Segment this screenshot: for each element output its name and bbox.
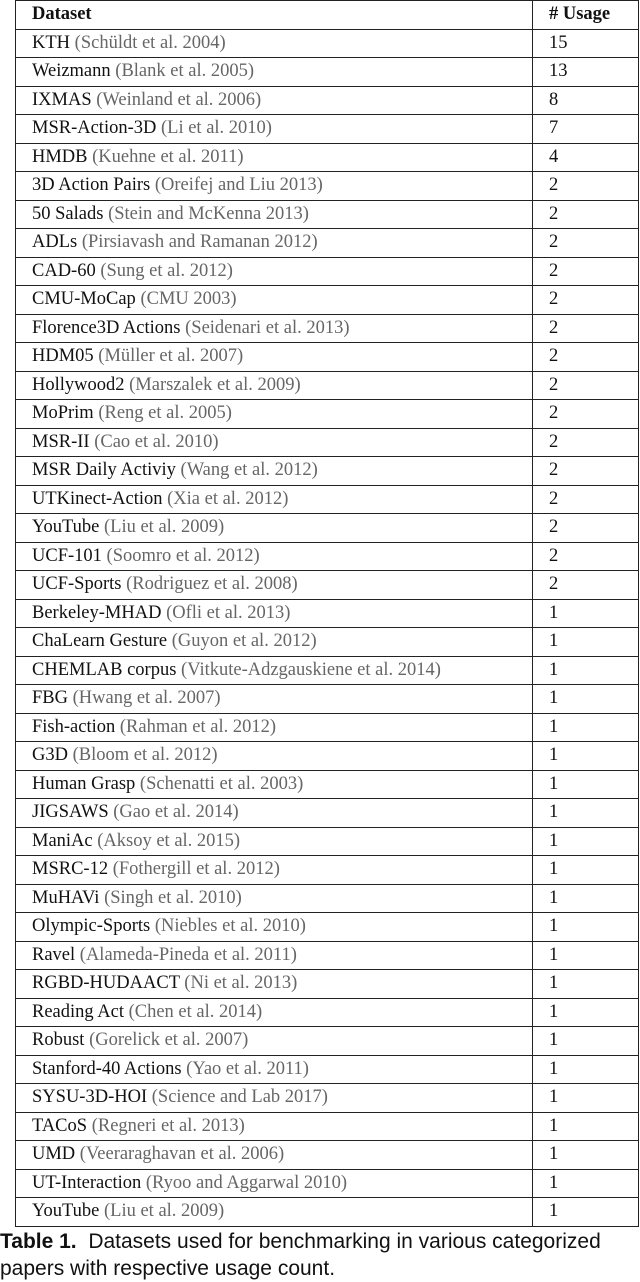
dataset-cell	[16, 1055, 533, 1084]
dataset-name: Stanford-40 Actions	[32, 1058, 182, 1079]
dataset-cell	[16, 229, 533, 258]
usage-count: 1	[533, 1112, 639, 1141]
usage-count: 1	[533, 913, 639, 942]
dataset-name: G3D	[32, 745, 68, 765]
usage-count: 2	[533, 457, 639, 486]
dataset-cell	[16, 1198, 533, 1227]
usage-count: 1	[533, 628, 639, 657]
dataset-cell	[16, 1084, 533, 1113]
dataset-cell	[16, 514, 533, 543]
usage-count: 8	[533, 86, 639, 115]
dataset-citation: (Science and Lab 2017)	[151, 1087, 328, 1107]
table-row	[16, 400, 639, 429]
table-row	[16, 713, 639, 742]
dataset-citation: (Rahman et al. 2012)	[119, 716, 277, 737]
dataset-name: CAD-60	[32, 260, 96, 281]
table-row	[16, 998, 639, 1027]
dataset-citation: (Müller et al. 2007)	[98, 346, 244, 366]
dataset-cell	[16, 856, 533, 885]
table-row	[16, 1198, 639, 1227]
dataset-citation: (Ofli et al. 2013)	[166, 602, 291, 623]
dataset-cell	[16, 742, 533, 771]
dataset-citation: (Seidenari et al. 2013)	[185, 317, 350, 338]
dataset-name: 3D Action Pairs	[32, 175, 151, 195]
dataset-name: Reading Act	[32, 1001, 124, 1022]
dataset-name: MSRC-12	[32, 859, 109, 879]
dataset-citation: (Wang et al. 2012)	[180, 460, 318, 480]
table-row	[16, 941, 639, 970]
dataset-cell	[16, 457, 533, 486]
table-row	[16, 1112, 639, 1141]
dataset-cell	[16, 628, 533, 657]
dataset-cell	[16, 314, 533, 343]
dataset-cell	[16, 685, 533, 714]
table-row	[16, 799, 639, 828]
dataset-citation: (Marszalek et al. 2009)	[129, 374, 301, 395]
usage-count: 2	[533, 514, 639, 543]
dataset-name: UTKinect-Action	[32, 488, 163, 509]
caption-text: Datasets used for benchmarking in various categorized papers with respective usage count.	[0, 1230, 601, 1280]
dataset-citation: (Gorelick et al. 2007)	[89, 1030, 249, 1050]
dataset-citation: (Yao et al. 2011)	[186, 1058, 309, 1079]
table-row	[16, 143, 639, 172]
dataset-name: Ravel	[32, 944, 76, 965]
dataset-citation: (Xia et al. 2012)	[167, 488, 289, 509]
dataset-citation: (Alameda-Pineda et al. 2011)	[79, 944, 297, 965]
dataset-cell	[16, 58, 533, 87]
usage-count: 1	[533, 770, 639, 799]
dataset-cell	[16, 571, 533, 600]
dataset-citation: (Stein and McKenna 2013)	[108, 203, 309, 224]
dataset-name: UCF-101	[32, 545, 102, 566]
dataset-name: YouTube	[32, 1201, 100, 1221]
dataset-name: RGBD-HUDAACT	[32, 973, 180, 993]
usage-count: 2	[533, 172, 639, 201]
usage-count: 2	[533, 314, 639, 343]
table-row	[16, 913, 639, 942]
table-row	[16, 884, 639, 913]
dataset-name: Human Grasp	[32, 773, 136, 794]
table-row	[16, 29, 639, 58]
table-row	[16, 970, 639, 999]
dataset-name: MSR-Action-3D	[32, 118, 157, 138]
dataset-name: JIGSAWS	[32, 802, 109, 822]
table-row	[16, 229, 639, 258]
usage-count: 2	[533, 571, 639, 600]
datasets-table	[15, 0, 639, 1227]
usage-count: 1	[533, 1027, 639, 1056]
dataset-cell	[16, 485, 533, 514]
dataset-name: CMU-MoCap	[32, 289, 136, 309]
usage-count: 1	[533, 799, 639, 828]
table-row	[16, 656, 639, 685]
dataset-citation: (Cao et al. 2010)	[94, 431, 219, 452]
usage-count: 2	[533, 229, 639, 258]
dataset-cell	[16, 884, 533, 913]
dataset-cell	[16, 29, 533, 58]
dataset-name: Fish-action	[32, 716, 116, 737]
dataset-cell	[16, 86, 533, 115]
usage-count: 1	[533, 1169, 639, 1198]
table-row	[16, 599, 639, 628]
table-row	[16, 1055, 639, 1084]
usage-count: 1	[533, 1141, 639, 1170]
usage-count: 1	[533, 856, 639, 885]
dataset-name: HDM05	[32, 346, 94, 366]
dataset-name: UT-Interaction	[32, 1172, 142, 1193]
table-row	[16, 685, 639, 714]
dataset-name: ChaLearn Gesture	[32, 631, 168, 651]
dataset-name: CHEMLAB corpus	[32, 659, 177, 680]
usage-count: 2	[533, 371, 639, 400]
dataset-cell	[16, 970, 533, 999]
usage-count: 2	[533, 485, 639, 514]
dataset-name: MSR Daily Activiy	[32, 460, 176, 480]
usage-count: 2	[533, 400, 639, 429]
dataset-cell	[16, 827, 533, 856]
table-row	[16, 856, 639, 885]
dataset-cell	[16, 713, 533, 742]
dataset-cell	[16, 599, 533, 628]
dataset-citation: (Liu et al. 2009)	[104, 1201, 225, 1221]
dataset-cell	[16, 1169, 533, 1198]
table-row	[16, 115, 639, 144]
usage-count: 1	[533, 599, 639, 628]
table-row	[16, 514, 639, 543]
dataset-cell	[16, 371, 533, 400]
dataset-cell	[16, 998, 533, 1027]
usage-count: 2	[533, 428, 639, 457]
table-row	[16, 371, 639, 400]
dataset-cell	[16, 115, 533, 144]
dataset-citation: (Schüldt et al. 2004)	[74, 32, 226, 53]
table-row	[16, 172, 639, 201]
dataset-cell	[16, 200, 533, 229]
dataset-citation: (Hwang et al. 2007)	[72, 688, 221, 708]
dataset-citation: (Fothergill et al. 2012)	[112, 859, 280, 879]
table-row	[16, 571, 639, 600]
usage-count: 2	[533, 286, 639, 315]
dataset-citation: (Soomro et al. 2012)	[106, 545, 260, 566]
usage-count: 15	[533, 29, 639, 58]
table-row	[16, 58, 639, 87]
dataset-citation: (Schenatti et al. 2003)	[139, 773, 304, 794]
dataset-citation: (Sung et al. 2012)	[100, 260, 233, 281]
dataset-name: IXMAS	[32, 89, 92, 110]
dataset-name: Olympic-Sports	[32, 916, 151, 936]
dataset-citation: (Li et al. 2010)	[161, 118, 272, 138]
dataset-citation: (Veeraraghavan et al. 2006)	[79, 1144, 285, 1164]
dataset-cell	[16, 913, 533, 942]
dataset-name: UMD	[32, 1144, 76, 1164]
table-body	[16, 29, 639, 1226]
dataset-cell	[16, 542, 533, 571]
dataset-cell	[16, 1141, 533, 1170]
dataset-cell	[16, 343, 533, 372]
table-row	[16, 770, 639, 799]
dataset-citation: (Singh et al. 2010)	[104, 887, 242, 908]
dataset-name: UCF-Sports	[32, 574, 122, 594]
dataset-citation: (Ryoo and Aggarwal 2010)	[145, 1172, 348, 1193]
dataset-cell	[16, 400, 533, 429]
dataset-name: FBG	[32, 688, 68, 708]
header-row	[16, 1, 639, 30]
usage-count: 1	[533, 1084, 639, 1113]
dataset-name: MSR-II	[32, 431, 90, 452]
table-row	[16, 1141, 639, 1170]
table-row	[16, 1084, 639, 1113]
table-row	[16, 542, 639, 571]
table-row	[16, 286, 639, 315]
dataset-name: MoPrim	[32, 403, 94, 423]
usage-count: 1	[533, 656, 639, 685]
usage-count: 4	[533, 143, 639, 172]
dataset-cell	[16, 257, 533, 286]
usage-count: 2	[533, 343, 639, 372]
dataset-cell	[16, 286, 533, 315]
usage-count: 2	[533, 257, 639, 286]
dataset-citation: (Gao et al. 2014)	[113, 802, 239, 822]
usage-count: 1	[533, 827, 639, 856]
dataset-name: SYSU-3D-HOI	[32, 1087, 148, 1107]
usage-count: 1	[533, 685, 639, 714]
dataset-cell	[16, 1027, 533, 1056]
dataset-name: Hollywood2	[32, 374, 125, 395]
usage-count: 13	[533, 58, 639, 87]
dataset-name: KTH	[32, 32, 71, 53]
dataset-cell	[16, 770, 533, 799]
dataset-citation: (Pirsiavash and Ramanan 2012)	[81, 232, 318, 252]
dataset-citation: (Vitkute-Adzgauskiene et al. 2014)	[181, 659, 441, 680]
dataset-citation: (Niebles et al. 2010)	[154, 916, 306, 936]
usage-count: 7	[533, 115, 639, 144]
usage-count: 2	[533, 200, 639, 229]
dataset-citation: (Kuehne et al. 2011)	[92, 146, 244, 167]
usage-count: 1	[533, 1055, 639, 1084]
caption-label: Table 1.	[0, 1230, 77, 1253]
table-caption	[0, 1228, 640, 1282]
dataset-name: Florence3D Actions	[32, 317, 181, 338]
header-usage: # Usage	[533, 1, 639, 30]
table-row	[16, 343, 639, 372]
dataset-cell	[16, 143, 533, 172]
dataset-citation: (CMU 2003)	[140, 289, 237, 309]
table-row	[16, 628, 639, 657]
dataset-cell	[16, 1112, 533, 1141]
table-row	[16, 485, 639, 514]
usage-count: 2	[533, 542, 639, 571]
table-row	[16, 1169, 639, 1198]
dataset-citation: (Aksoy et al. 2015)	[97, 830, 241, 851]
dataset-citation: (Chen et al. 2014)	[128, 1001, 263, 1022]
table-row	[16, 86, 639, 115]
dataset-name: YouTube	[32, 517, 100, 537]
usage-count: 1	[533, 1198, 639, 1227]
dataset-name: 50 Salads	[32, 203, 104, 224]
dataset-citation: (Oreifej and Liu 2013)	[154, 175, 323, 195]
dataset-name: Weizmann	[32, 61, 111, 81]
table-row	[16, 257, 639, 286]
dataset-name: MuHAVi	[32, 887, 100, 908]
dataset-name: Berkeley-MHAD	[32, 602, 162, 623]
usage-count: 1	[533, 970, 639, 999]
table-row	[16, 428, 639, 457]
dataset-name: ADLs	[32, 232, 78, 252]
dataset-cell	[16, 656, 533, 685]
dataset-cell	[16, 799, 533, 828]
dataset-cell	[16, 941, 533, 970]
usage-count: 1	[533, 941, 639, 970]
dataset-cell	[16, 428, 533, 457]
dataset-name: TACoS	[32, 1115, 88, 1136]
dataset-citation: (Ni et al. 2013)	[184, 973, 298, 993]
dataset-citation: (Bloom et al. 2012)	[72, 745, 218, 765]
dataset-citation: (Rodriguez et al. 2008)	[126, 574, 298, 594]
usage-count: 1	[533, 998, 639, 1027]
table-row	[16, 314, 639, 343]
usage-count: 1	[533, 884, 639, 913]
table-row	[16, 827, 639, 856]
dataset-citation: (Blank et al. 2005)	[115, 61, 254, 81]
usage-count: 1	[533, 713, 639, 742]
dataset-citation: (Regneri et al. 2013)	[91, 1115, 245, 1136]
header-dataset: Dataset	[16, 1, 533, 30]
table-row	[16, 1027, 639, 1056]
dataset-name: Robust	[32, 1030, 85, 1050]
dataset-cell	[16, 172, 533, 201]
dataset-citation: (Reng et al. 2005)	[98, 403, 232, 423]
dataset-name: ManiAc	[32, 830, 93, 851]
usage-count: 1	[533, 742, 639, 771]
dataset-name: HMDB	[32, 146, 88, 167]
table-row	[16, 200, 639, 229]
dataset-citation: (Liu et al. 2009)	[104, 517, 225, 537]
dataset-citation: (Guyon et al. 2012)	[171, 631, 317, 651]
dataset-citation: (Weinland et al. 2006)	[96, 89, 262, 110]
table-row	[16, 457, 639, 486]
table-row	[16, 742, 639, 771]
